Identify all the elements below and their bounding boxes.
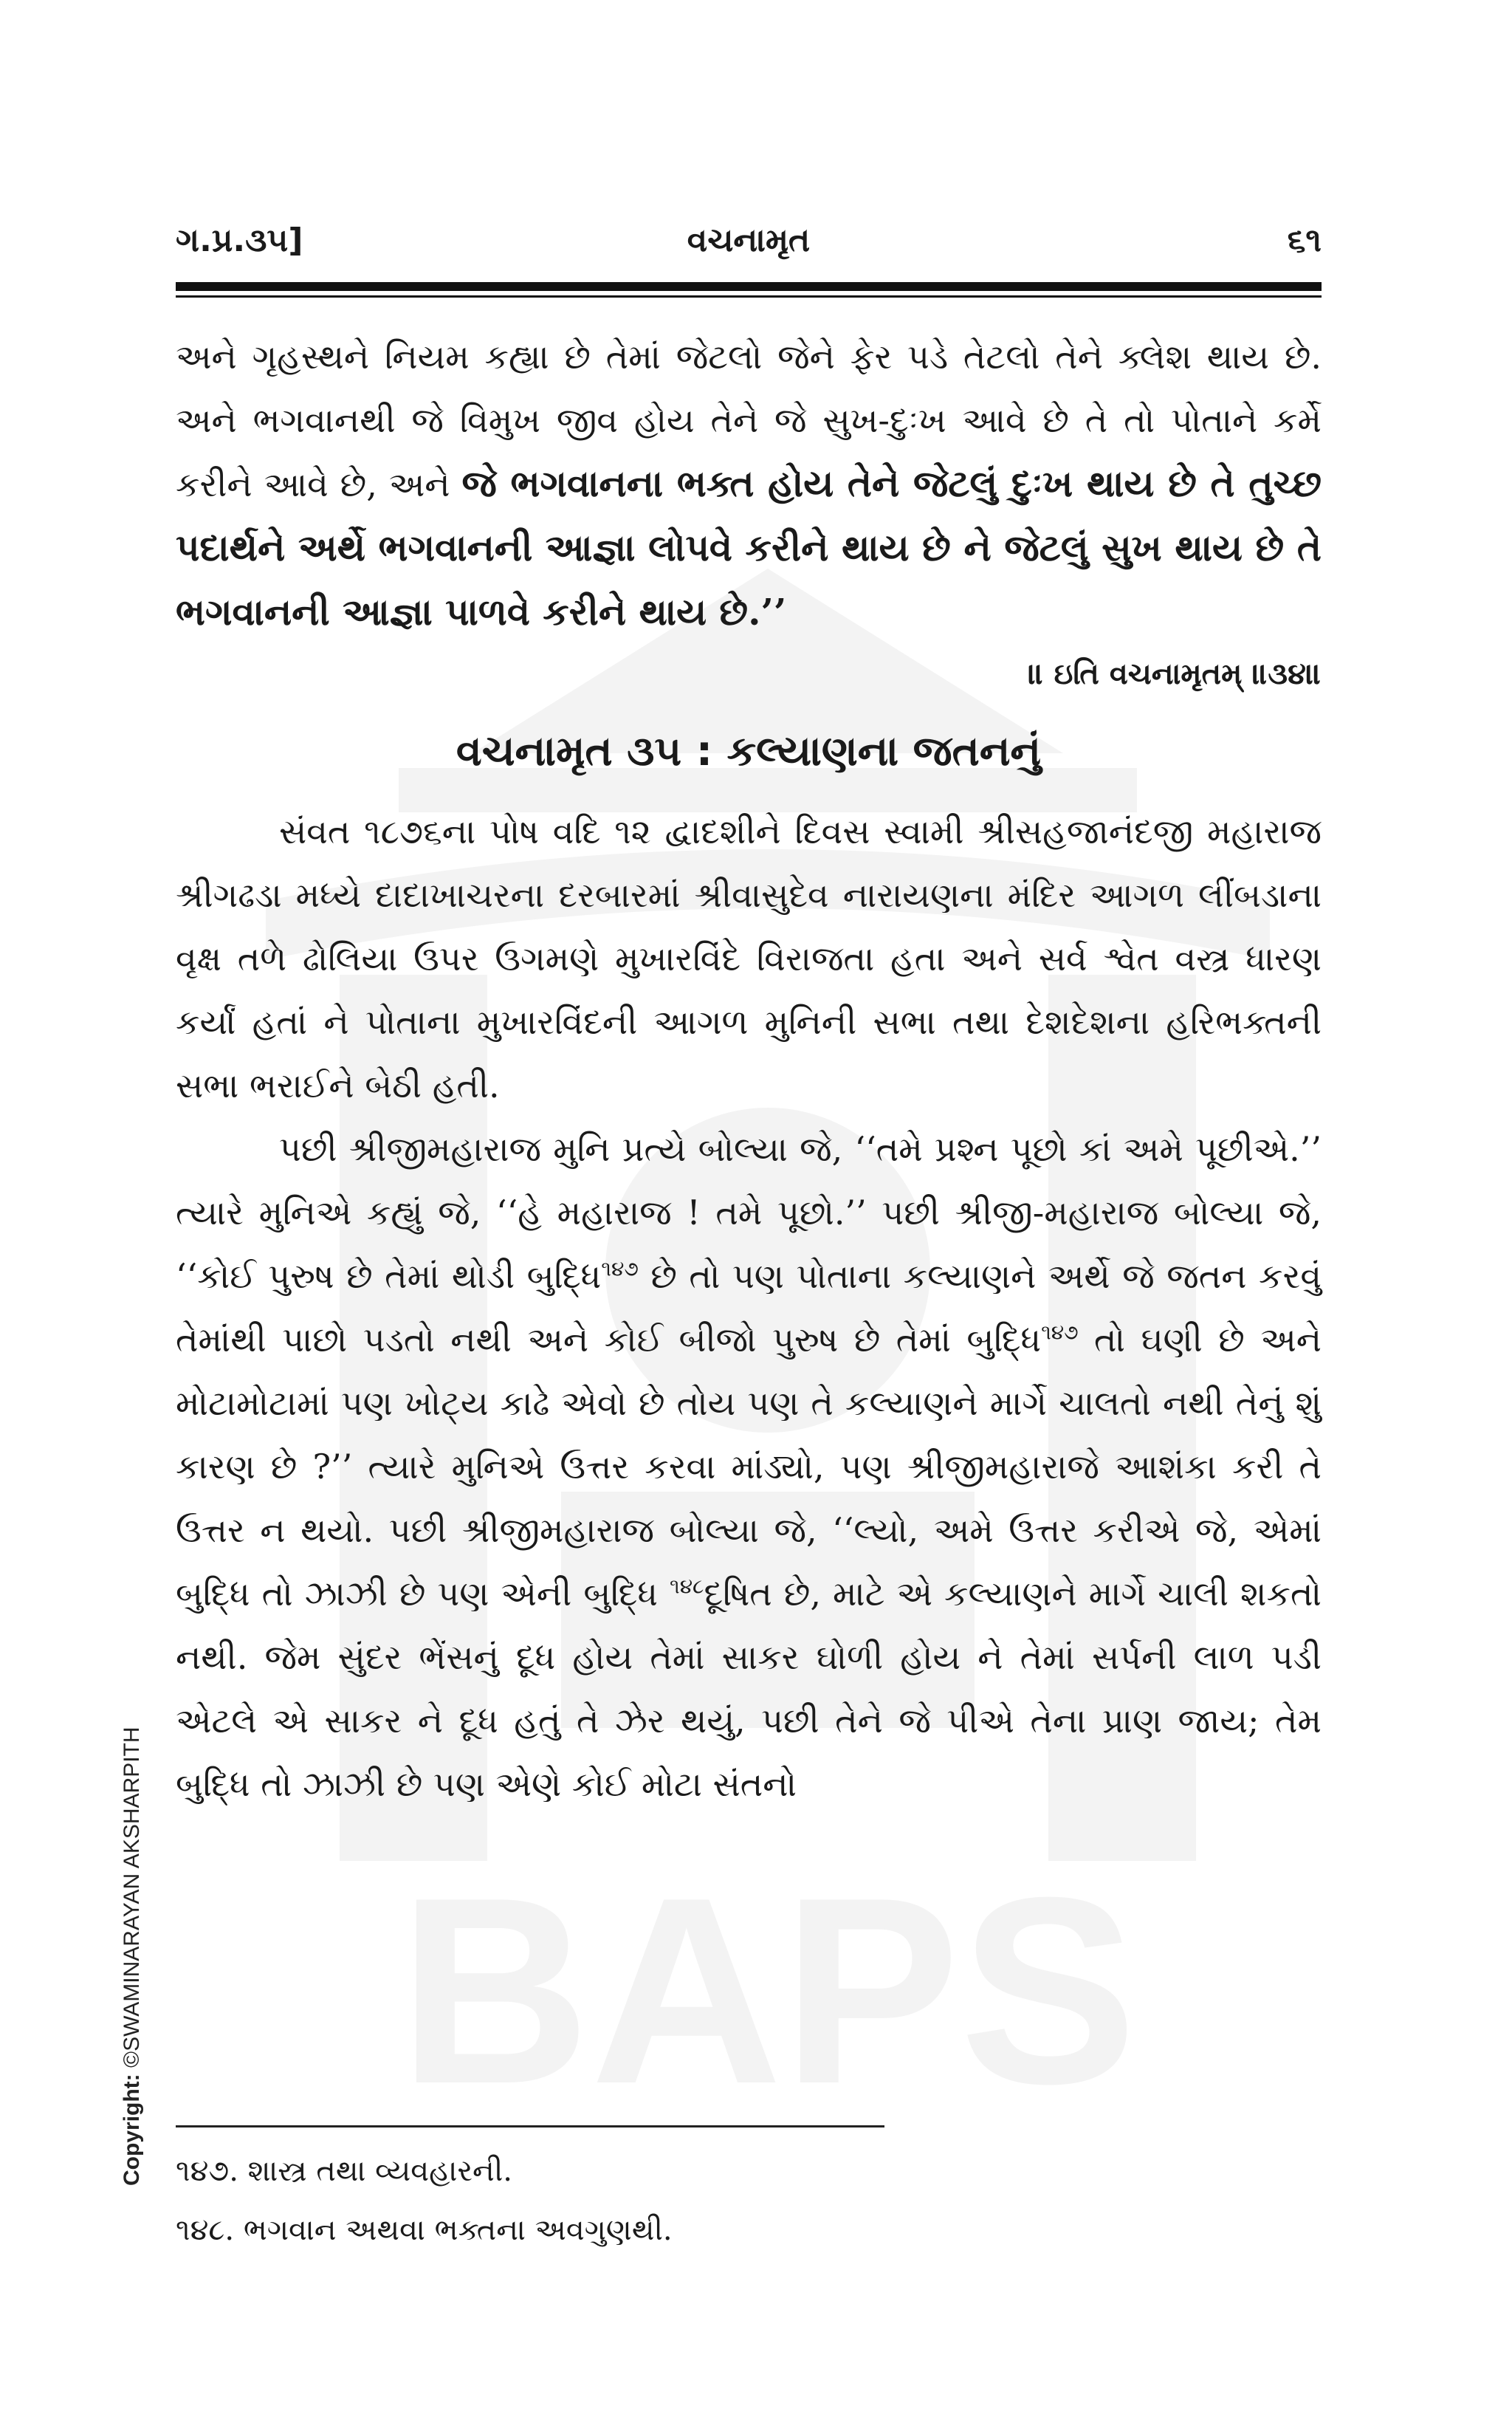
header-page-number: ૬૧ bbox=[1287, 222, 1322, 259]
paragraph-2: સંવત ૧૮૭૬ના પોષ વદિ ૧૨ દ્વાદશીને દિવસ સ્વામી શ્રીસહજાનંદજી મહારાજ શ્રીગઢડા મધ્યે દાદાખાચરના દરબારમાં શ્રીવાસુદેવ નારાયણના મંદિર આગળ લીંબડાના વૃક્ષ તળે ઢોલિયા ઉપર ઉગમણે મુખારવિંદે વિરાજતા હતા અને સર્વ શ્વેત વસ્ત્ર ધારણ કર્યાં હતાં ને પોતાના મુખારવિંદની આગળ મુનિની સભા તથા દેશદેશના હરિભક્તની સભા ભરાઈને બેઠી હતી. bbox=[176, 812, 1322, 1105]
section-heading: વચનામૃત ૩૫ : કલ્યાણના જતનનું bbox=[456, 727, 1042, 775]
running-header bbox=[176, 222, 1322, 266]
paragraph-3-part-3: તો ઘણી છે અને મોટામોટામાં પણ ખોટ્ય કાઢે એવો છે તોય પણ તે કલ્યાણને માર્ગે ચાલતો નથી તેનું શું કારણ છે ?’’ ત્યારે મુનિએ ઉત્તર કરવા માંડ્યો, પણ શ્રીજીમહારાજે આશંકા કરી તે ઉત્તર ન થયો. પછી શ્રીજીમહારાજ બોલ્યા જે, ‘‘લ્યો, અમે ઉત્તર કરીએ જે, એમાં બુદ્ધિ તો ઝાઝી છે પણ એની બુદ્ધિ bbox=[176, 1320, 1322, 1614]
paragraph-1 bbox=[176, 325, 1322, 645]
copyright-label: Copyright: bbox=[120, 2074, 144, 2186]
paragraph-1-normal: અને ગૃહસ્થને નિયમ કહ્યા છે તેમાં જેટલો જેને ફેર પડે તેટલો તેને ક્લેશ થાય છે. અને ભગવાનથી જે વિમુખ જીવ હોય તેને જે સુખ-દુઃખ આવે છે તે તો પોતાને કર્મે કરીને આવે છે, અને bbox=[176, 337, 1322, 504]
iti-vachanamrutam: ॥ ઇતિ વચનામૃતમ્ ॥૩૪॥ bbox=[1028, 657, 1322, 691]
copyright-text: ©SWAMINARAYAN AKSHARPITH bbox=[120, 1727, 144, 2074]
footnote-ref-147[interactable]: ૧૪૭ bbox=[601, 1256, 639, 1281]
footnote-148: ૧૪૮. ભગવાન અથવા ભક્તના અવગુણથી. bbox=[176, 2213, 673, 2247]
paragraph-3-part-1: પછી શ્રીજીમહારાજ મુનિ પ્રત્યે બોલ્યા જે, ‘‘તમે પ્રશ્ન પૂછો કાં અમે પૂછીએ.’’ ત્યારે મુનિએ કહ્યું જે, ‘‘હે મહારાજ ! તમે પૂછો.’’ પછી શ્રીજી-મહારાજ બોલ્યા જે, ‘‘કોઈ પુરુષ છે તેમાં થોડી બુદ્ધિ bbox=[176, 1129, 1322, 1296]
header-section-ref: ગ.પ્ર.૩૫] bbox=[176, 222, 303, 259]
footnotes bbox=[176, 2142, 1322, 2260]
header-book-title: વચનામૃત bbox=[687, 222, 811, 259]
header-rule-thin bbox=[176, 295, 1322, 298]
footnote-separator bbox=[176, 2125, 884, 2127]
footnote-ref-147-second[interactable]: ૧૪૭ bbox=[1041, 1320, 1079, 1345]
paragraph-3-part-2: છે તો પણ પોતાના કલ્યાણને અર્થે જે જતન કરવું તેમાંથી પાછો પડતો નથી અને કોઈ બીજો પુરુષ છે તેમાં બુદ્ધિ bbox=[176, 1256, 1322, 1359]
paragraph-1-bold: જે ભગવાનના ભક્ત હોય તેને જેટલું દુઃખ થાય છે તે તુચ્છ પદાર્થને અર્થે ભગવાનની આજ્ઞા લોપવે કરીને થાય છે ને જેટલું સુખ થાય છે તે ભગવાનની આજ્ઞા પાળવે કરીને થાય છે.’’ bbox=[176, 462, 1322, 634]
paragraph-3-part-4: દૂષિત છે, માટે એ કલ્યાણને માર્ગે ચાલી શકતો નથી. જેમ સુંદર ભેંસનું દૂધ હોય તેમાં સાકર ઘોળી હોય ને તેમાં સર્પની લાળ પડી એટલે એ સાકર ને દૂધ હતું તે ઝેર થયું, પછી તેને જે પીએ તેના પ્રાણ જાય; તેમ બુદ્ધિ તો ઝાઝી છે પણ એણે કોઈ મોટા સંતનો bbox=[176, 1574, 1322, 1804]
main-body bbox=[176, 325, 1322, 1816]
footnote-ref-148[interactable]: ૧૪૮ bbox=[669, 1574, 704, 1599]
watermark-text: BAPS bbox=[398, 1842, 1138, 2139]
copyright-notice bbox=[120, 1727, 145, 2186]
paragraph-3 bbox=[176, 1117, 1322, 1816]
footnote-147: ૧૪૭. શાસ્ત્ર તથા વ્યવહારની. bbox=[176, 2154, 513, 2188]
header-rule-thick bbox=[176, 282, 1322, 291]
